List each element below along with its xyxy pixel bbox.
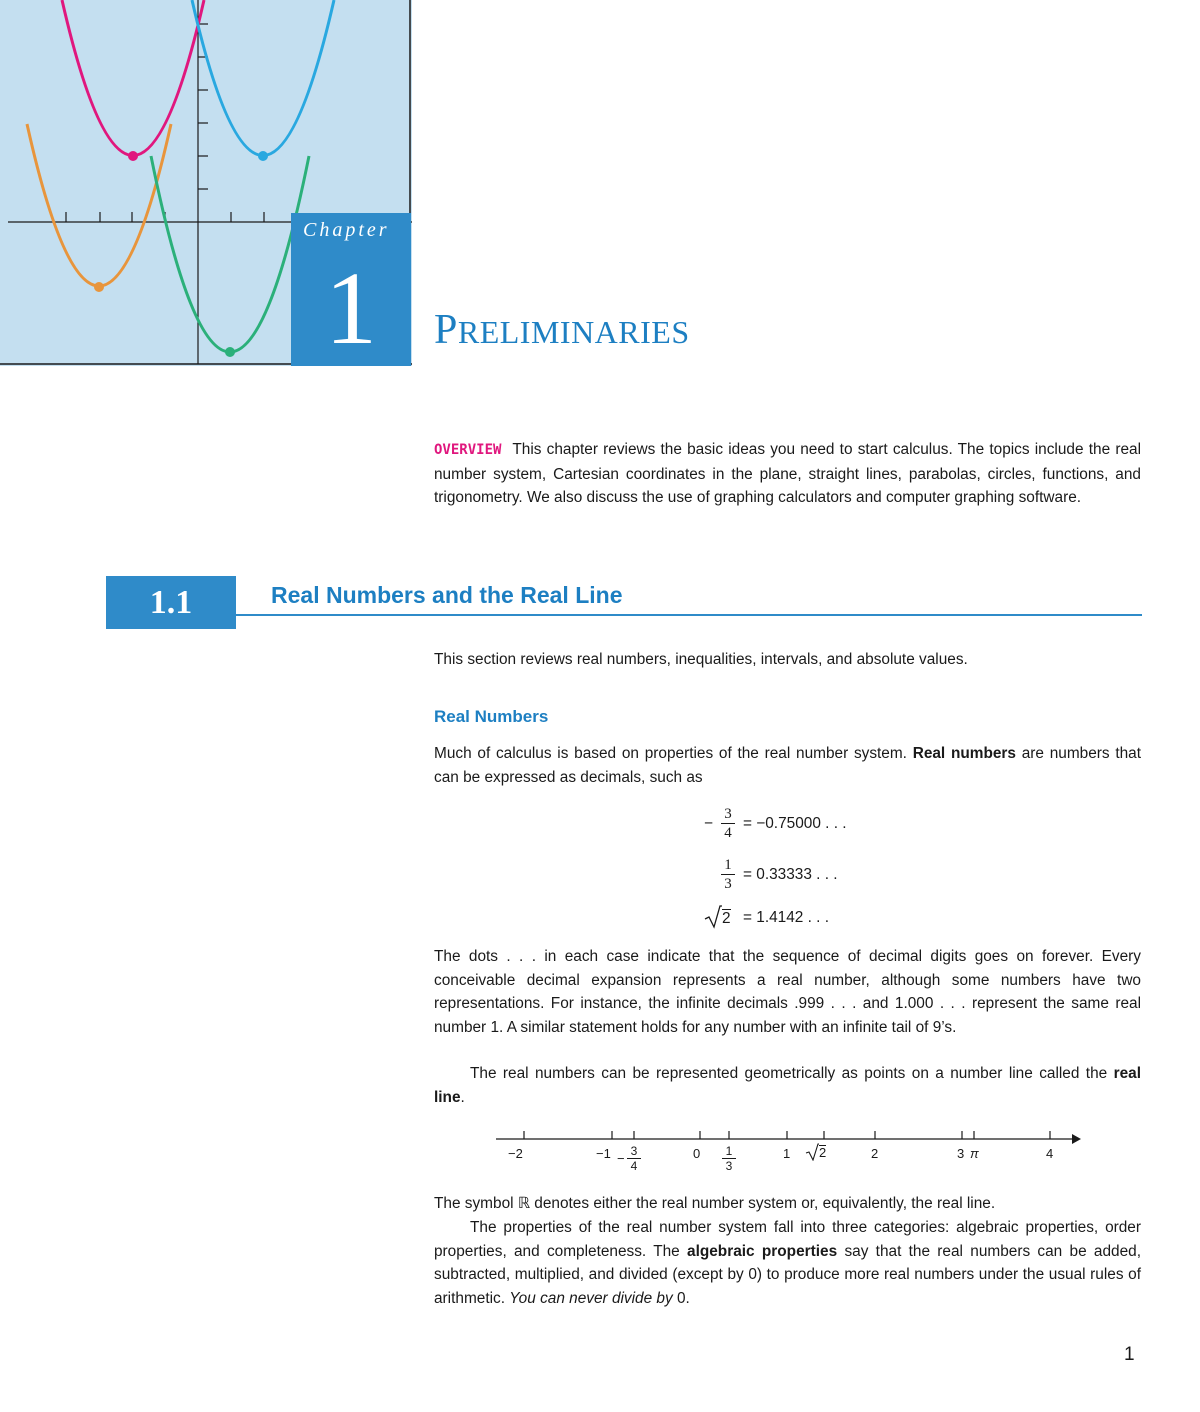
nl-34-numerator: 3	[627, 1144, 641, 1159]
nl-label-one: 1	[783, 1146, 791, 1161]
nl-label-four: 4	[1046, 1146, 1054, 1161]
vertex-dot-magenta	[128, 151, 138, 161]
chapter-number-box	[291, 213, 411, 366]
paragraph-symbol-r: The symbol ℝ denotes either the real number system or, equivalently, the real line.	[434, 1195, 996, 1212]
para1-text-pre: Much of calculus is based on properties of the real number system.	[434, 745, 913, 762]
overview-text: This chapter reviews the basic ideas you need to start calculus. The topics include the real number system, Cartesian coordinates in the plane, straight lines, parabolas, circles, functions, and trigonometry. We also discuss the use of graphing calculators and computer graphing software.	[434, 441, 1141, 507]
eq3-radicand: 2	[722, 910, 731, 927]
eq1-numerator: 3	[721, 805, 735, 824]
nl-label-sqrt2-radicand: 2	[819, 1145, 827, 1160]
nl-13-numerator: 1	[722, 1144, 736, 1159]
vertex-dot-green	[225, 347, 235, 357]
nl-label-minus-3-4-sign: −	[617, 1151, 625, 1166]
chapter-title-initial: P	[434, 307, 458, 353]
nl-34-denominator: 4	[630, 1159, 638, 1173]
section-rule	[236, 614, 1142, 616]
section-number-box: 1.1	[106, 576, 236, 629]
vertex-dot-orange	[94, 282, 104, 292]
eq1-sign: −	[704, 815, 713, 832]
vertex-dot-cyan	[258, 151, 268, 161]
nl-label-pi: π	[970, 1146, 979, 1161]
section-intro: This section reviews real numbers, inequalities, intervals, and absolute values.	[434, 651, 968, 668]
chapter-title-rest: RELIMINARIES	[457, 314, 690, 350]
term-algebraic-properties: algebraic properties	[687, 1242, 838, 1260]
nl-label-minus-1: −1	[596, 1146, 611, 1161]
sqrt-sign	[704, 905, 722, 929]
para5-text-pre: The properties of the real number system fall into three categories: algebraic properties, order properties, and completeness. The	[434, 1219, 1141, 1260]
eq2-numerator: 1	[721, 856, 735, 875]
chapter-title	[434, 306, 690, 354]
term-real-line: real line	[434, 1065, 1141, 1106]
term-real-numbers: Real numbers	[912, 745, 1016, 762]
eq3-rhs: = 1.4142 . . .	[743, 909, 829, 926]
paragraph-decimals: The dots . . . in each case indicate that the sequence of decimal digits goes on forever. Every conceivable decimal expansion represents a real number, although some numbers have two representations. For instance, the infinite decimals .999 . . . and 1.000 . . . represent the same real number 1. A similar statement holds for any number with an infinite tail of 9’s.	[434, 948, 1141, 1036]
eq1-denominator: 4	[724, 825, 732, 841]
section-title: Real Numbers and the Real Line	[271, 582, 623, 608]
eq2-rhs: = 0.33333 . . .	[743, 866, 838, 883]
emphasis-never-divide: You can never divide by	[509, 1289, 673, 1307]
eq2-fraction	[721, 856, 735, 893]
nl-13-denominator: 3	[725, 1159, 733, 1173]
chapter-number: 1	[325, 251, 377, 366]
paragraph-properties	[434, 1216, 1141, 1310]
eq1-fraction	[721, 805, 735, 842]
nl-label-one-third	[722, 1144, 736, 1173]
real-number-line	[496, 1126, 1086, 1184]
paragraph-real-numbers	[434, 742, 1141, 789]
chapter-word: Chapter	[303, 219, 390, 241]
para5-text-post: 0.	[672, 1289, 690, 1307]
para1-text-post: are numbers that can be expressed as decimals, such as	[434, 745, 1141, 786]
nl-label-minus-3-4	[627, 1144, 641, 1173]
subsection-title: Real Numbers	[434, 707, 549, 726]
nl-label-two: 2	[871, 1146, 879, 1161]
nl-sqrt-sign	[805, 1143, 819, 1161]
para3-text-post: .	[460, 1088, 465, 1106]
eq1-rhs: = −0.75000 . . .	[743, 815, 847, 832]
para3-text-pre: The real numbers can be represented geometrically as points on a number line called the	[470, 1065, 1114, 1082]
overview-label: OVERVIEW	[434, 442, 502, 458]
paragraph-real-line	[434, 1062, 1141, 1109]
eq2-denominator: 3	[724, 876, 732, 892]
page-number: 1	[1124, 1344, 1135, 1365]
number-line-axis	[496, 1126, 1086, 1150]
nl-label-three: 3	[957, 1146, 965, 1161]
nl-label-minus-2: −2	[508, 1146, 523, 1161]
para5-text-mid: say that the real numbers can be added, subtracted, multiplied, and divided (except by 0) to produce more real numbers under the usual rules of arithmetic.	[434, 1242, 1141, 1307]
nl-label-zero: 0	[693, 1146, 701, 1161]
overview-paragraph	[434, 438, 1141, 510]
